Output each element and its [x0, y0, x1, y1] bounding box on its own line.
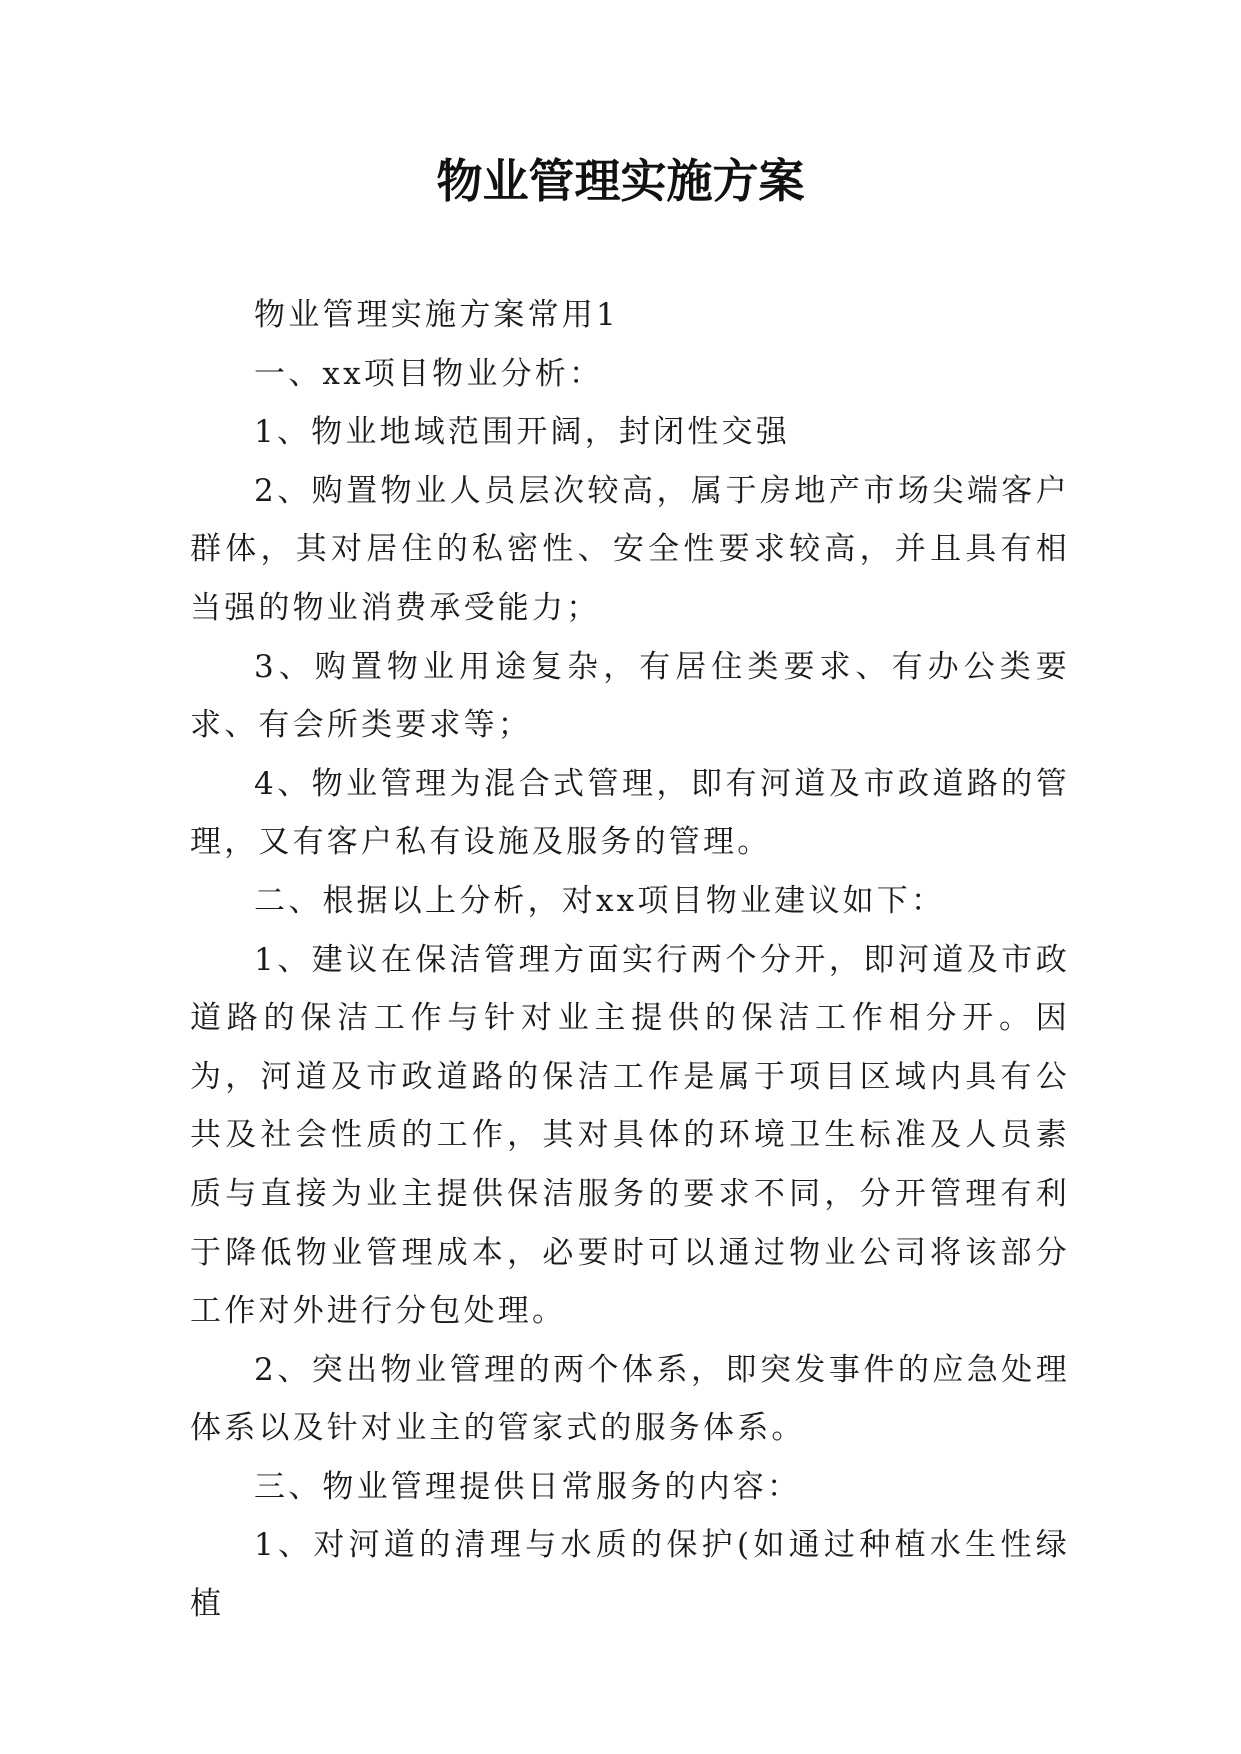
paragraph-subtitle: 物业管理实施方案常用1 — [254, 297, 619, 333]
document-title: 物业管理实施方案 — [436, 154, 805, 208]
paragraph: 2、购置物业人员层次较高，属于房地产市场尖端客户群体，其对居住的私密性、安全性要求较高，并且具有相当强的物业消费承受能力； — [190, 472, 1070, 626]
paragraph: 3、购置物业用途复杂，有居住类要求、有办公类要求、有会所类要求等； — [190, 648, 1070, 744]
paragraph: 4、物业管理为混合式管理，即有河道及市政道路的管理，又有客户私有设施及服务的管理。 — [190, 765, 1070, 861]
paragraph: 1、物业地域范围开阔，封闭性交强 — [254, 414, 790, 451]
paragraph: 1、对河道的清理与水质的保护(如通过种植水生性绿植 — [190, 1527, 1070, 1623]
paragraph: 2、突出物业管理的两个体系，即突发事件的应急处理体系以及针对业主的管家式的服务体系。 — [190, 1351, 1070, 1447]
paragraph: 1、建议在保洁管理方面实行两个分开，即河道及市政道路的保洁工作与针对业主提供的保洁工作相分开。因为，河道及市政道路的保洁工作是属于项目区域内具有公共及社会性质的工作，其对具体的环境卫生标准及人员素质与直接为业主提供保洁服务的要求不同，分开管理有利于降低物业管理成本，必要时可以通过物业公司将该部分工作对外进行分包处理。 — [190, 941, 1070, 1330]
paragraph-section-2-heading: 二、根据以上分析，对xx项目物业建议如下： — [254, 882, 946, 919]
document-body — [190, 286, 1070, 1634]
paragraph-section-1-heading: 一、xx项目物业分析： — [254, 355, 604, 392]
paragraph-section-3-heading: 三、物业管理提供日常服务的内容： — [254, 1468, 802, 1505]
